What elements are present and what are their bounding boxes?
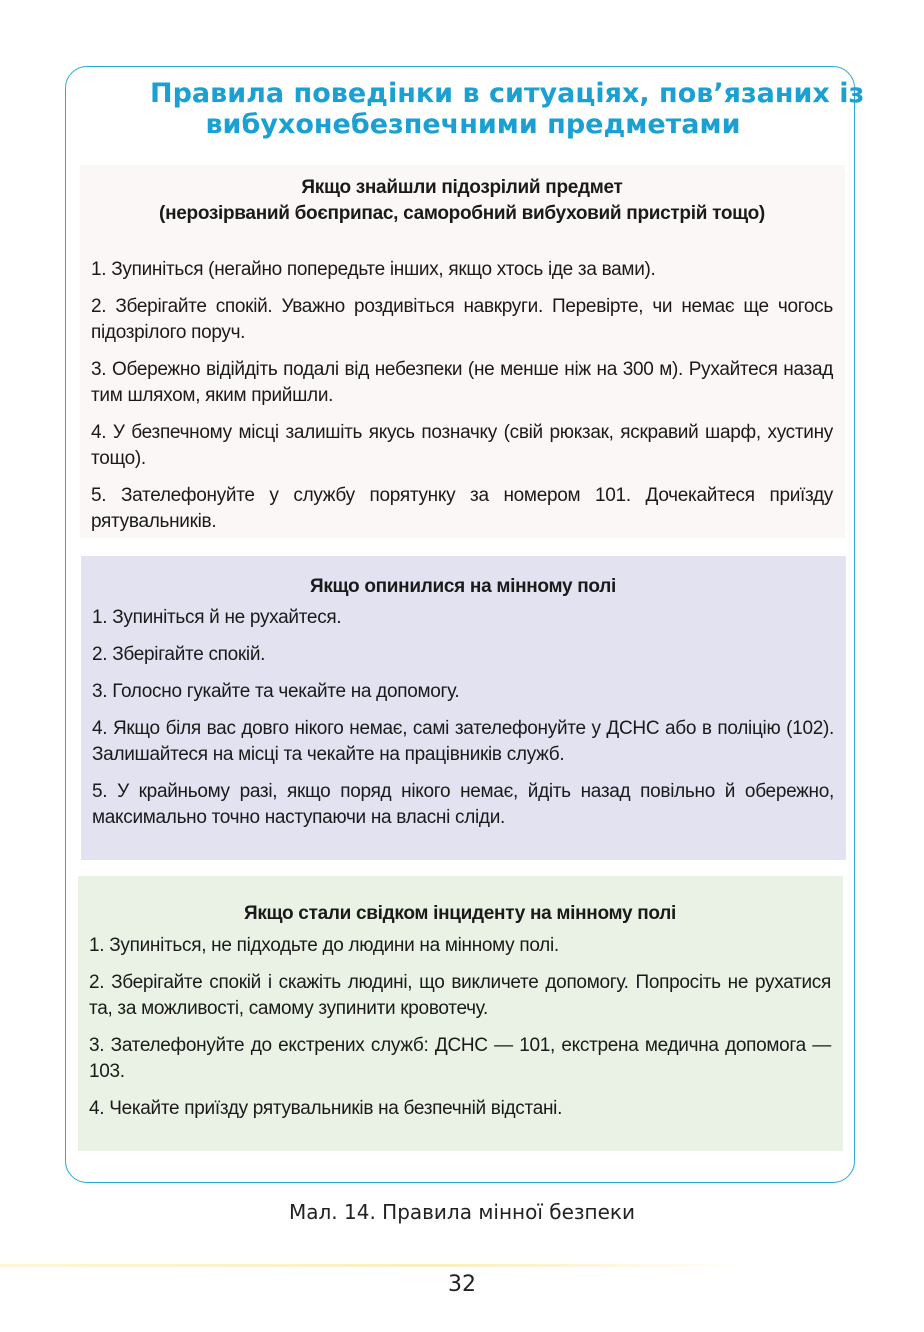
page-title <box>100 78 865 140</box>
page-number: 32 <box>448 1272 476 1297</box>
suspicious-object-panel <box>80 165 845 538</box>
heading-line-2: (нерозірваний боєприпас, саморобний вибуховий пристрій тощо) <box>159 203 765 224</box>
rule-item: 1. Зупиніться (негайно попередьте інших, якщо хтось іде за вами). <box>91 259 656 280</box>
rule-item: 3. Голосно гукайте та чекайте на допомогу. <box>92 681 460 702</box>
rule-item: 3. Зателефонуйте до екстрених служб: ДСНС — 101, екстрена медична допомога — 103. <box>89 1035 831 1082</box>
rule-item: 2. Зберігайте спокій. Уважно роздивіться навкруги. Перевірте, чи немає ще чогось підозрілого поруч. <box>91 296 833 343</box>
rule-item: 5. Зателефонуйте у службу порятунку за номером 101. Дочекайтеся приїзду рятувальників. <box>91 485 833 532</box>
section-heading: Якщо опинилися на мінному полі <box>309 576 616 597</box>
title-line-2: вибухонебезпечними предметами <box>205 109 741 140</box>
figure-caption: Мал. 14. Правила мінної безпеки <box>288 1200 636 1224</box>
rule-item: 1. Зупиніться, не підходьте до людини на мінному полі. <box>89 935 559 956</box>
rule-item: 4. Чекайте приїзду рятувальників на безпечній відстані. <box>89 1098 563 1119</box>
section-heading <box>91 175 833 227</box>
section-heading: Якщо стали свідком інциденту на мінному полі <box>243 903 677 924</box>
rule-item: 2. Зберігайте спокій і скажіть людині, що викличете допомогу. Попросіть не рухатися та, за можливості, самому зупинити кровотечу. <box>89 972 831 1019</box>
title-line-1: Правила поведінки в ситуаціях, пов’язаних із <box>150 78 865 109</box>
minefield-panel <box>81 556 846 860</box>
rule-item: 3. Обережно відійдіть подалі від небезпеки (не менше ніж на 300 м). Рухайтеся назад тим шляхом, яким прийшли. <box>91 359 833 406</box>
rule-item: 1. Зупиніться й не рухайтеся. <box>92 607 342 628</box>
rule-item: 5. У крайньому разі, якщо поряд нікого немає, йдіть назад повільно й обережно, максимально точно наступаючи на власні сліди. <box>92 781 834 828</box>
rule-item: 4. У безпечному місці залишіть якусь позначку (свій рюкзак, яскравий шарф, хустину тощо). <box>91 422 833 469</box>
heading-line-1: Якщо знайшли підозрілий предмет <box>301 177 623 198</box>
footer-divider <box>0 1264 750 1267</box>
rule-item: 4. Якщо біля вас довго нікого немає, самі зателефонуйте у ДСНС або в поліцію (102). Залишайтеся на місці та чекайте на працівників служб. <box>92 718 834 765</box>
witness-incident-panel <box>78 876 843 1151</box>
rule-item: 2. Зберігайте спокій. <box>92 644 266 665</box>
